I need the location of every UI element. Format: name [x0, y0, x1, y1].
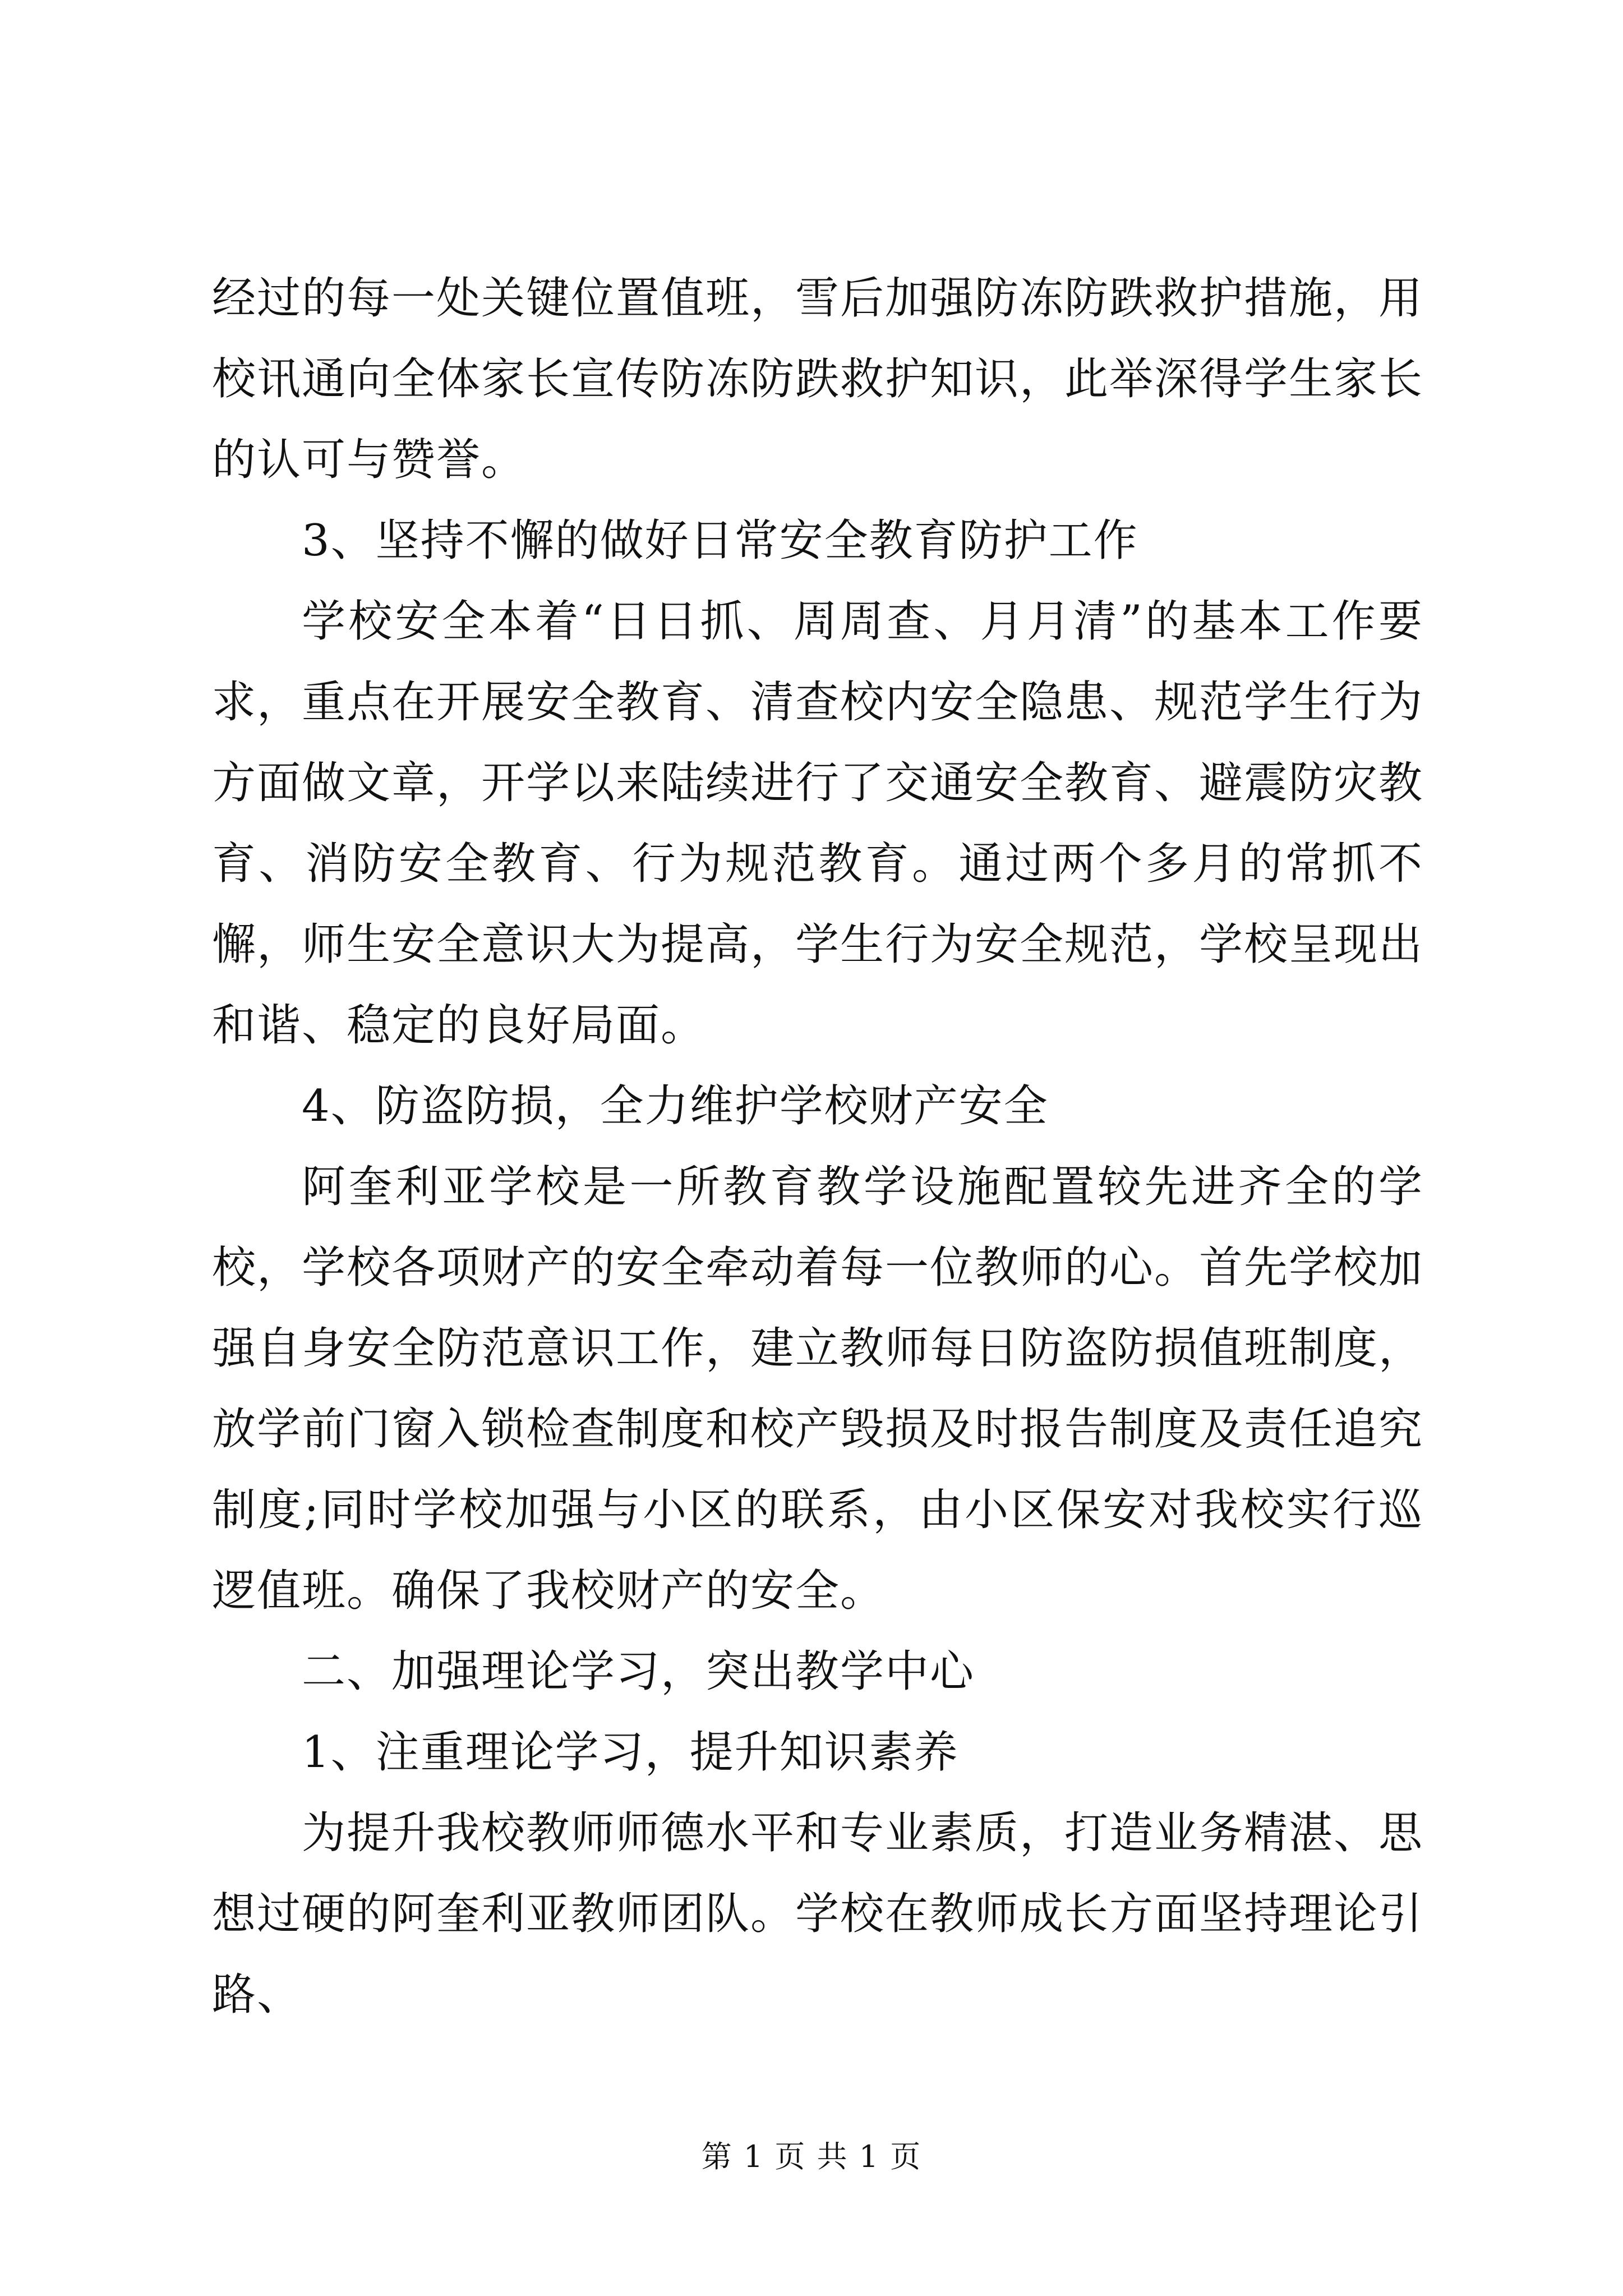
- paragraph-continuation: 经过的每一处关键位置值班，雪后加强防冻防跌救护措施，用校讯通向全体家长宣传防冻防跌救护知识，此举深得学生家长的认可与赞誉。: [212, 273, 1424, 485]
- paragraph-safety-education: 学校安全本着“日日抓、周周查、月月清”的基本工作要求，重点在开展安全教育、清查校内安全隐患、规范学生行为方面做文章，开学以来陆续进行了交通安全教育、避震防灾教育、消防安全教育、行为规范教育。通过两个多月的常抓不懈，师生安全意识大为提高，学生行为安全规范，学校呈现出和谐、稳定的良好局面。: [212, 596, 1424, 1051]
- paragraph-theory-study: 为提升我校教师师德水平和专业素质，打造业务精湛、思想过硬的阿奎利亚教师团队。学校在教师成长方面坚持理论引路、: [212, 1808, 1424, 2020]
- document-body: [212, 258, 1423, 2035]
- section-heading-2-1: 1、注重理论学习，提升知识素养: [302, 1727, 959, 1778]
- paragraph-property-safety: 阿奎利亚学校是一所教育教学设施配置较先进齐全的学校，学校各项财产的安全牵动着每一位教师的心。首先学校加强自身安全防范意识工作，建立教师每日防盗防损值班制度，放学前门窗入锁检查制度和校产毁损及时报告制度及责任追究制度;同时学校加强与小区的联系，由小区保安对我校实行巡逻值班。确保了我校财产的安全。: [212, 1162, 1424, 1616]
- section-heading-part-2: 二、加强理论学习，突出教学中心: [302, 1646, 975, 1697]
- section-heading-4: 4、防盗防损，全力维护学校财产安全: [302, 1081, 1049, 1131]
- section-heading-3: 3、坚持不懈的做好日常安全教育防护工作: [302, 516, 1138, 566]
- page-footer: [0, 2137, 1623, 2177]
- page-number-label: 第 1 页 共 1 页: [701, 2139, 922, 2174]
